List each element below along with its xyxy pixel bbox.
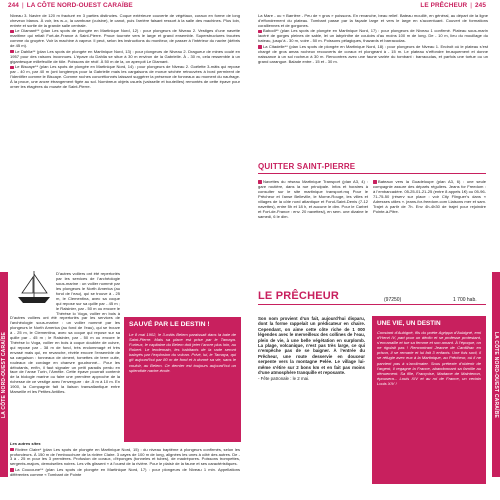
- left-chapter-tab: LA CÔTE NORD-OUEST CARAÏBE: [0, 272, 8, 477]
- left-running-title: LA CÔTE NORD-OUEST CARAÏBE: [26, 2, 133, 9]
- le-precheur-heading: LE PRÊCHEUR: [258, 290, 486, 302]
- paragraph: Le Dahlia** (plan Les spots de plongée en Martinique Nord, 13) : pour plongeurs de Niveau 2. Dragueur de mines coulé en 1957 pour des raisons inconnues. L’épave du Dahlia se situe à 30 m environ de la Gabrielle. À - 30 m, cela ressemble à un gigantesque millefeuille de tôle. Poissons de récif. À 50 m de la, on aperçoit Le Diamant.: [10, 48, 240, 64]
- precheur-intro: Son nom provient d’un fait, aujourd’hui disparu, dont la forme rappelait un prédicateur en chaire. Cependant, on aime cette côte riche de 1 000 légendes avec le merveilleux des collines de l’eau, plein de vie, à une belle végétation en surplomb. La plage, volcanique, n’est pas très large, ce qui n’empêche pas de se baigner. À l’entrée du Prêcheur, une route desservie en douceur serpente vers la montagne Pelée. Le village lui-même s’étire sur 2 bons km et en fait pas moins d’une atmosphère tranquille et reposante. - Fête patronale : le 2 mai.: [258, 316, 365, 382]
- box-body: Le 8 mai 1902, le 3-mâts Belem paraissait dans la baie de Saint-Pierre. Mais sa place est prise par le Tamaya. Furieux, le capitaine du Belem doit jeter l’ancre plus loin, au Robert. Le lendemain, les habitants de la rade seront balayés par l’explosion du volcan. Privé, lui, le Tamaya, qui gît aujourd’hui par 80 m de fond et à donné sa vie, sans le vouloir, au Belem. Ce dernier est toujours aujourd’hui un splendide navire-école.: [129, 332, 236, 373]
- left-page-number: 244: [8, 2, 19, 9]
- sauve-par-le-destin-box: [124, 317, 241, 442]
- paragraph: Babodi** (plan Les spots de plongée en Martinique Nord, 17) : pour plongeurs de Niveau 1 confirmé. Plateau sous-marin lacéré de gorges pleines de sable, lei un labyrinthe de couloirs d’au moins 100 m de long. De - 10 m, lieu du mouillage du bateau, jusqu’à - 30 m, voire - 50 m. Poissons pélagiques, thazards et barracudas.: [258, 28, 488, 44]
- paragraph: Rivière Claire* (plan Les spots de plongée en Martinique Nord, 15) : du niveau baptême à plongeurs confirmés, selon les profondeurs. À 150 m de l’embouchure de la rivière Claire. 3 cayes de 100 m de long, alignées les unes à côté des autres. De - 3 à - 25 m pour les 3 premières. Profusion de coraux, d’éponges (tonneles et tubes), de madrépores. Poissons trompettes, sergents-majors, demoiselles noires. Les vifs glissent « à l’ouest de la rivière. Pour le plaisir de la faune et ses caractéristiques.: [10, 446, 240, 467]
- population: 1 700 hab.: [453, 297, 477, 303]
- section-subhead: Les autres sites: [10, 442, 41, 446]
- quitter-saint-pierre-heading: QUITTER SAINT-PIERRE: [258, 162, 486, 171]
- postal-code: (97250): [384, 297, 402, 303]
- left-column-top: [10, 14, 240, 91]
- left-column-shipwrecks-cont: D’autres voiliers ont été repertoriés par les services de l’archéologie sous-marine : un voilier nommé par les plongeurs le North America (au fond de l’eau), qui se trouve à - 25 m, le Clementina, avec sa coque qui repose sur sa quille par - 45 m ; le Raisinier, par - 50 m ou encore le Thérèse lo Voga, voilier en bois à coque doublée de cuivre, qui repose par - 38 m de fond, très endommagé et très envasé mais qui, en revanche, révèle encore l’ensemble de sa cargaison : tonneaux de ciment, tomettes de terre cuite, rouleaux de cordage en chanvre goudronné... Pour les débutants, enfin, il faut signaler un petit paradis perdu en face de l’anse Turin, l’Amélie. Cette épave pourrait contenir de la biologie marine ou faire une première approche de la richesse de ce vestige avec l’envergure : de -5 m à 10 m. En 1900, la Compagnie fait la liaison transatlantique entre Marseille et les Petites Antilles.: [10, 316, 120, 395]
- paragraph: Niveau 3. Navire de 120 m fracturé en 3 parties distinctes. Coque extérieure couverte de végétaux, coraux en forme de long cheveux blancs. À voir, les w.-c, la cambuse (cuisine), le canot, puis l’arrière faisant ressort à la salle des machines. Plus loin, entrée et sortie de la grande salle centrale.: [10, 14, 240, 28]
- right-running-head: LE PRÊCHEUR | 245: [420, 2, 486, 9]
- paragraph: La Mare - ou « Barrière - Peu de « gros » poissons. En revanche, beau relief. Bateau mouillé, en général, au départ de la ligne d’effondrement du plateau. Tombant passe par la façade large et vers le large en s’accentuant. Couvert de formations coralliennes et de gorgones.: [258, 14, 488, 28]
- paragraph: Le Biscaye** (plan Les spots de plongée en Martinique Nord, 14) : pour plongeurs de Niveau 2. Goélette 3-mâts qui repose par - 40 m, par 40 m (ont longtemps pour la Gabrielle mais les cargaisons de morue séchée retrouvées à bord permirent de l’identifier comme le Biscaye. Comme roches concrétionnés laissant suggérer la présence de fonneaux au moment du naufrage. À la proue, une ancre étrangement figée au sol. Nombreux objets usuels (vaisselle et bouteilles) remontés de cette épave pour orner les étagères du musée de Saint-Pierre.: [10, 64, 240, 90]
- box-body: Constant d’Aubigné, fils du poète Agrippa d’Aubigné, emi d’Henri IV, part pour un déclin et se professe protestant, s’encanaille et tue sa femme et son amant. À l’époque, on ne rigolait pas ! Rencontrant Jeanne de Cardilhac en prison, il se remarie et lui fait 3 enfants. Une fois sorti, il se réfugie avec eux à la Martinique, au Prêcheur, où il ne parvient pas à s’acclimater. Sous prétexte d’obtenir de l’argent, il regagne la France, abandonnant sa famille au dénuement. Sa fille, Françoise, Madame de Maintenon, épousera... Louis XIV et au roi de France, un certain Louis XIV !: [377, 330, 481, 386]
- box-title: UNE VIE, UN DESTIN: [377, 320, 441, 327]
- right-column-top: [258, 14, 488, 154]
- une-vie-un-destin-box: [372, 316, 486, 484]
- ferry-info: Bateaux vers la Guadeloupe (plan A3, 6) : une seule compagnie assure des départs réguliers. Jeans for Freedom : à l’embarcadère. 05-25-01-21-25 (entre 8 appels 1€) ou 05-96-71-75-50 (réserv sur place : voir City Flinguer’s dans « Adresses utiles ». jeans-for-freedom.com Liaisons mer et sam. Trajet à partir de 7h. Env 4h-4h30 de trajet pour rejoindre Pointe-à-Pitre.: [373, 180, 486, 214]
- right-page-number: 245: [475, 2, 486, 9]
- left-column-bottom: [10, 442, 240, 500]
- paragraph: Le Diamant** (plan Les spots de plongée en Martinique Nord, 12) : pour plongeurs de Niveau 2. Vestiges d’une navette maritime qui reliait Fort-de-France à Saint-Pierre. Proue tournée vers le large et grand ensemble. Superstructures trouées comme du gruyère. Voir la machine à vapeur. Il peut, selon les instructions du moniteur, de passer à l’intérieur du navire (débris de 45 m).: [10, 28, 240, 49]
- left-column-shipwrecks: D’autres voiliers ont été repertoriés par les services de l’archéologie sous-marine : un voilier nommé par les plongeurs le North America (au fond de l’eau), qui se trouve à - 25 m, le Clementina, avec sa coque qui repose sur sa quille par - 45 m ; le Raisinier, par - 50 m ou encore le Thérèse lo Voga, voilier en bois à: [56, 272, 120, 316]
- left-running-head: 244 | LA CÔTE NORD-OUEST CARAÏBE: [8, 2, 133, 9]
- sailboat-icon: [14, 269, 54, 306]
- right-running-title: LE PRÊCHEUR: [420, 2, 468, 9]
- paragraph: La Coucoune** (plan Les spots de plongée en Martinique Nord, 17) : pour plongeurs de Niveau 1 min. Appellations différentes comme « Tombant de Pointe: [10, 466, 240, 477]
- right-chapter-tab: LA CÔTE NORD-OUEST CARAÏBE: [492, 272, 500, 477]
- paragraph: La Citadelle** (plan Les spots de plongée en Martinique Nord, 18) : pour plongeurs de Niveau 1. Endroit où le plateau s’est chargé de gros amas rocheux recouverts de coraux et plongeant à - 15 m. Le plateau s’effondre brusquement et donne naissance à un sol rocheux à 30 m. Rencontres avec une faune variée du tombant : barracudas, et parfois une tortue ou un grand carangue. Balade entre - 15 et - 30 m.: [258, 43, 488, 64]
- bus-info: Navettes du réseau Martinique Transport (plan A3, 4) : gare routière, dans la rue principale. Infos et horaires à consulter sur le site martinique transport.mq Pour le Prêcheur et l’anse Belleville, le Morne-Rouge, les villes et villages de la côte nord atlantique et Fond-Saint-Denis (7-12 navettes), entre 5h et 18 h, et aucune le dim. Pour le Carbet et Fort-de-France : env. 20 navettes/j, en sem. une dizaine le samedi, 6 le dim.: [258, 180, 368, 219]
- box-title: SAUVÉ PAR LE DESTIN !: [129, 321, 210, 328]
